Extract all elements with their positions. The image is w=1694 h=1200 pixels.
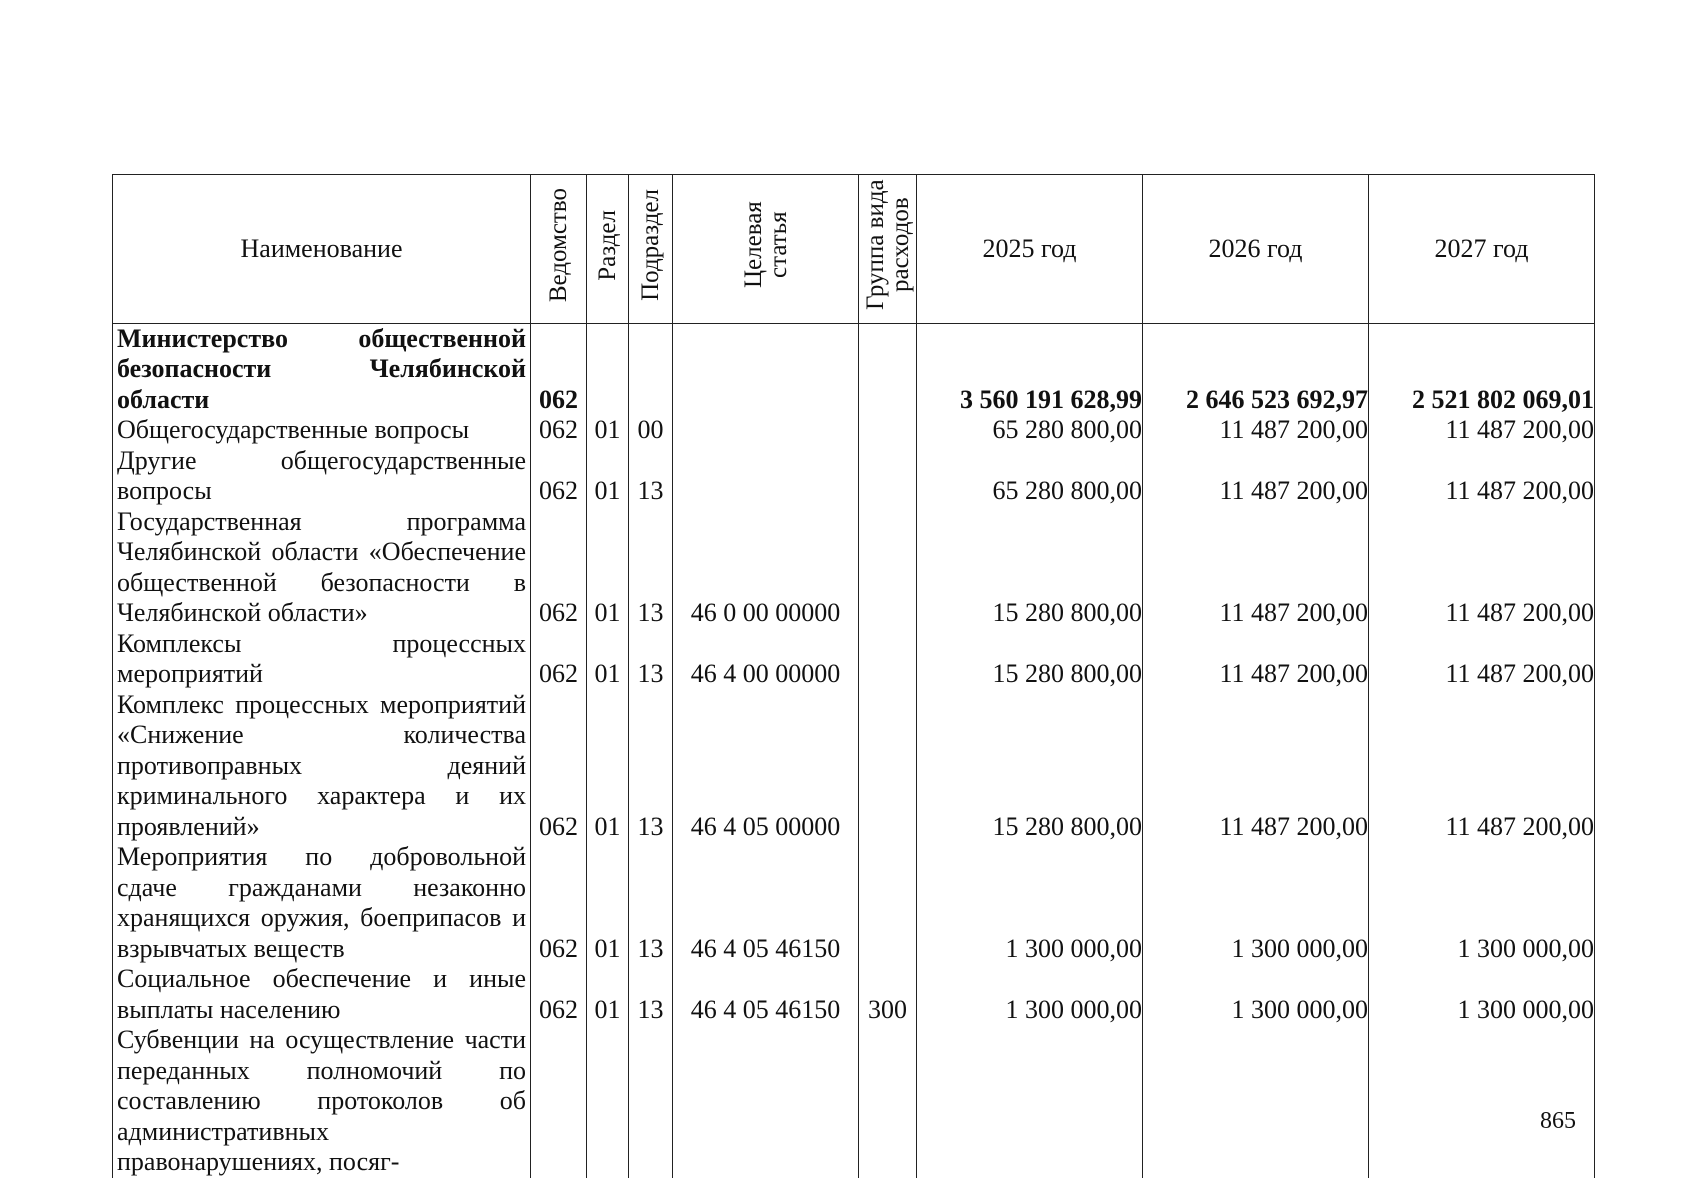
row-amount-2025: 3 560 191 628,99 [917, 323, 1143, 415]
row-target-article [673, 415, 859, 446]
row-amount-2027: 1 300 000,00 [1369, 842, 1595, 964]
header-year-2026: 2026 год [1143, 175, 1369, 324]
row-subsection: 00 [629, 415, 673, 446]
header-year-2027: 2027 год [1369, 175, 1595, 324]
row-amount-2025: 65 280 800,00 [917, 446, 1143, 507]
row-target-article [673, 446, 859, 507]
row-expense-group: 300 [859, 964, 917, 1025]
row-amount-2025: 15 280 800,00 [917, 629, 1143, 690]
row-target-article [673, 323, 859, 415]
header-department: Ведомство [531, 175, 587, 324]
table-row [113, 1025, 1595, 1178]
row-amount-2027: 11 487 200,00 [1369, 629, 1595, 690]
row-department: 062 [531, 842, 587, 964]
row-target-article [673, 1025, 859, 1178]
row-target-article: 46 4 05 46150 [673, 964, 859, 1025]
table-header [113, 175, 1595, 324]
row-target-article: 46 4 00 00000 [673, 629, 859, 690]
table-row [113, 415, 1595, 446]
table-row [113, 507, 1595, 629]
row-name: Комплексы процессных мероприятий [113, 629, 531, 690]
table-row [113, 964, 1595, 1025]
row-section: 01 [587, 964, 629, 1025]
row-name: Социальное обеспечение и иные выплаты населению [113, 964, 531, 1025]
row-amount-2026: 11 487 200,00 [1143, 446, 1369, 507]
row-department: 062 [531, 415, 587, 446]
row-amount-2026: 11 487 200,00 [1143, 507, 1369, 629]
row-department: 062 [531, 629, 587, 690]
row-department: 062 [531, 446, 587, 507]
row-amount-2026: 1 300 000,00 [1143, 842, 1369, 964]
row-name: Министерство общественной безопасности Челябинской области [113, 323, 531, 415]
row-amount-2025 [917, 1025, 1143, 1178]
row-amount-2026 [1143, 1025, 1369, 1178]
row-subsection: 13 [629, 629, 673, 690]
row-subsection: 13 [629, 446, 673, 507]
row-amount-2027: 11 487 200,00 [1369, 507, 1595, 629]
row-department: 062 [531, 964, 587, 1025]
table-row [113, 842, 1595, 964]
row-amount-2027: 1 300 000,00 [1369, 964, 1595, 1025]
row-name: Мероприятия по добровольной сдаче гражданами незаконно хранящихся оружия, боеприпасов и взрывчатых веществ [113, 842, 531, 964]
row-amount-2025: 1 300 000,00 [917, 964, 1143, 1025]
row-section [587, 1025, 629, 1178]
header-section: Раздел [587, 175, 629, 324]
row-department: 062 [531, 690, 587, 843]
row-section [587, 323, 629, 415]
row-amount-2025: 65 280 800,00 [917, 415, 1143, 446]
header-target-article: Целевая статья [673, 175, 859, 324]
row-amount-2027: 11 487 200,00 [1369, 690, 1595, 843]
row-subsection: 13 [629, 507, 673, 629]
row-amount-2026: 11 487 200,00 [1143, 415, 1369, 446]
table-row [113, 323, 1595, 415]
row-name: Субвенции на осуществление части переданных полномочий по составлению протоколов об административных правонарушениях, посяг- [113, 1025, 531, 1178]
row-amount-2026: 1 300 000,00 [1143, 964, 1369, 1025]
header-name: Наименование [113, 175, 531, 324]
budget-table [112, 174, 1595, 1178]
row-amount-2027: 11 487 200,00 [1369, 415, 1595, 446]
row-amount-2026: 11 487 200,00 [1143, 690, 1369, 843]
row-amount-2027 [1369, 1025, 1595, 1178]
row-department: 062 [531, 507, 587, 629]
row-target-article: 46 4 05 00000 [673, 690, 859, 843]
row-expense-group [859, 690, 917, 843]
row-target-article: 46 4 05 46150 [673, 842, 859, 964]
row-section: 01 [587, 690, 629, 843]
table-body [113, 323, 1595, 1178]
header-expense-group: Группа вида расходов [859, 175, 917, 324]
row-department: 062 [531, 323, 587, 415]
page-number: 865 [1540, 1108, 1576, 1134]
row-section: 01 [587, 842, 629, 964]
row-subsection [629, 1025, 673, 1178]
row-section: 01 [587, 446, 629, 507]
row-expense-group [859, 842, 917, 964]
header-subsection: Подраздел [629, 175, 673, 324]
table-row [113, 629, 1595, 690]
table-row [113, 690, 1595, 843]
row-subsection: 13 [629, 842, 673, 964]
row-name: Государственная программа Челябинской области «Обеспечение общественной безопасности в Челябинской области» [113, 507, 531, 629]
row-department [531, 1025, 587, 1178]
row-subsection: 13 [629, 690, 673, 843]
row-amount-2027: 2 521 802 069,01 [1369, 323, 1595, 415]
row-amount-2026: 2 646 523 692,97 [1143, 323, 1369, 415]
row-name: Общегосударственные вопросы [113, 415, 531, 446]
row-name: Комплекс процессных мероприятий «Снижение количества противоправных деяний криминального характера и их проявлений» [113, 690, 531, 843]
row-target-article: 46 0 00 00000 [673, 507, 859, 629]
row-name: Другие общегосударственные вопросы [113, 446, 531, 507]
row-expense-group [859, 1025, 917, 1178]
row-amount-2027: 11 487 200,00 [1369, 446, 1595, 507]
table-row [113, 446, 1595, 507]
header-year-2025: 2025 год [917, 175, 1143, 324]
row-expense-group [859, 629, 917, 690]
row-section: 01 [587, 507, 629, 629]
row-amount-2025: 15 280 800,00 [917, 690, 1143, 843]
row-amount-2026: 11 487 200,00 [1143, 629, 1369, 690]
row-section: 01 [587, 629, 629, 690]
row-expense-group [859, 415, 917, 446]
row-amount-2025: 1 300 000,00 [917, 842, 1143, 964]
row-expense-group [859, 446, 917, 507]
row-expense-group [859, 323, 917, 415]
row-section: 01 [587, 415, 629, 446]
row-subsection: 13 [629, 964, 673, 1025]
row-amount-2025: 15 280 800,00 [917, 507, 1143, 629]
row-subsection [629, 323, 673, 415]
row-expense-group [859, 507, 917, 629]
